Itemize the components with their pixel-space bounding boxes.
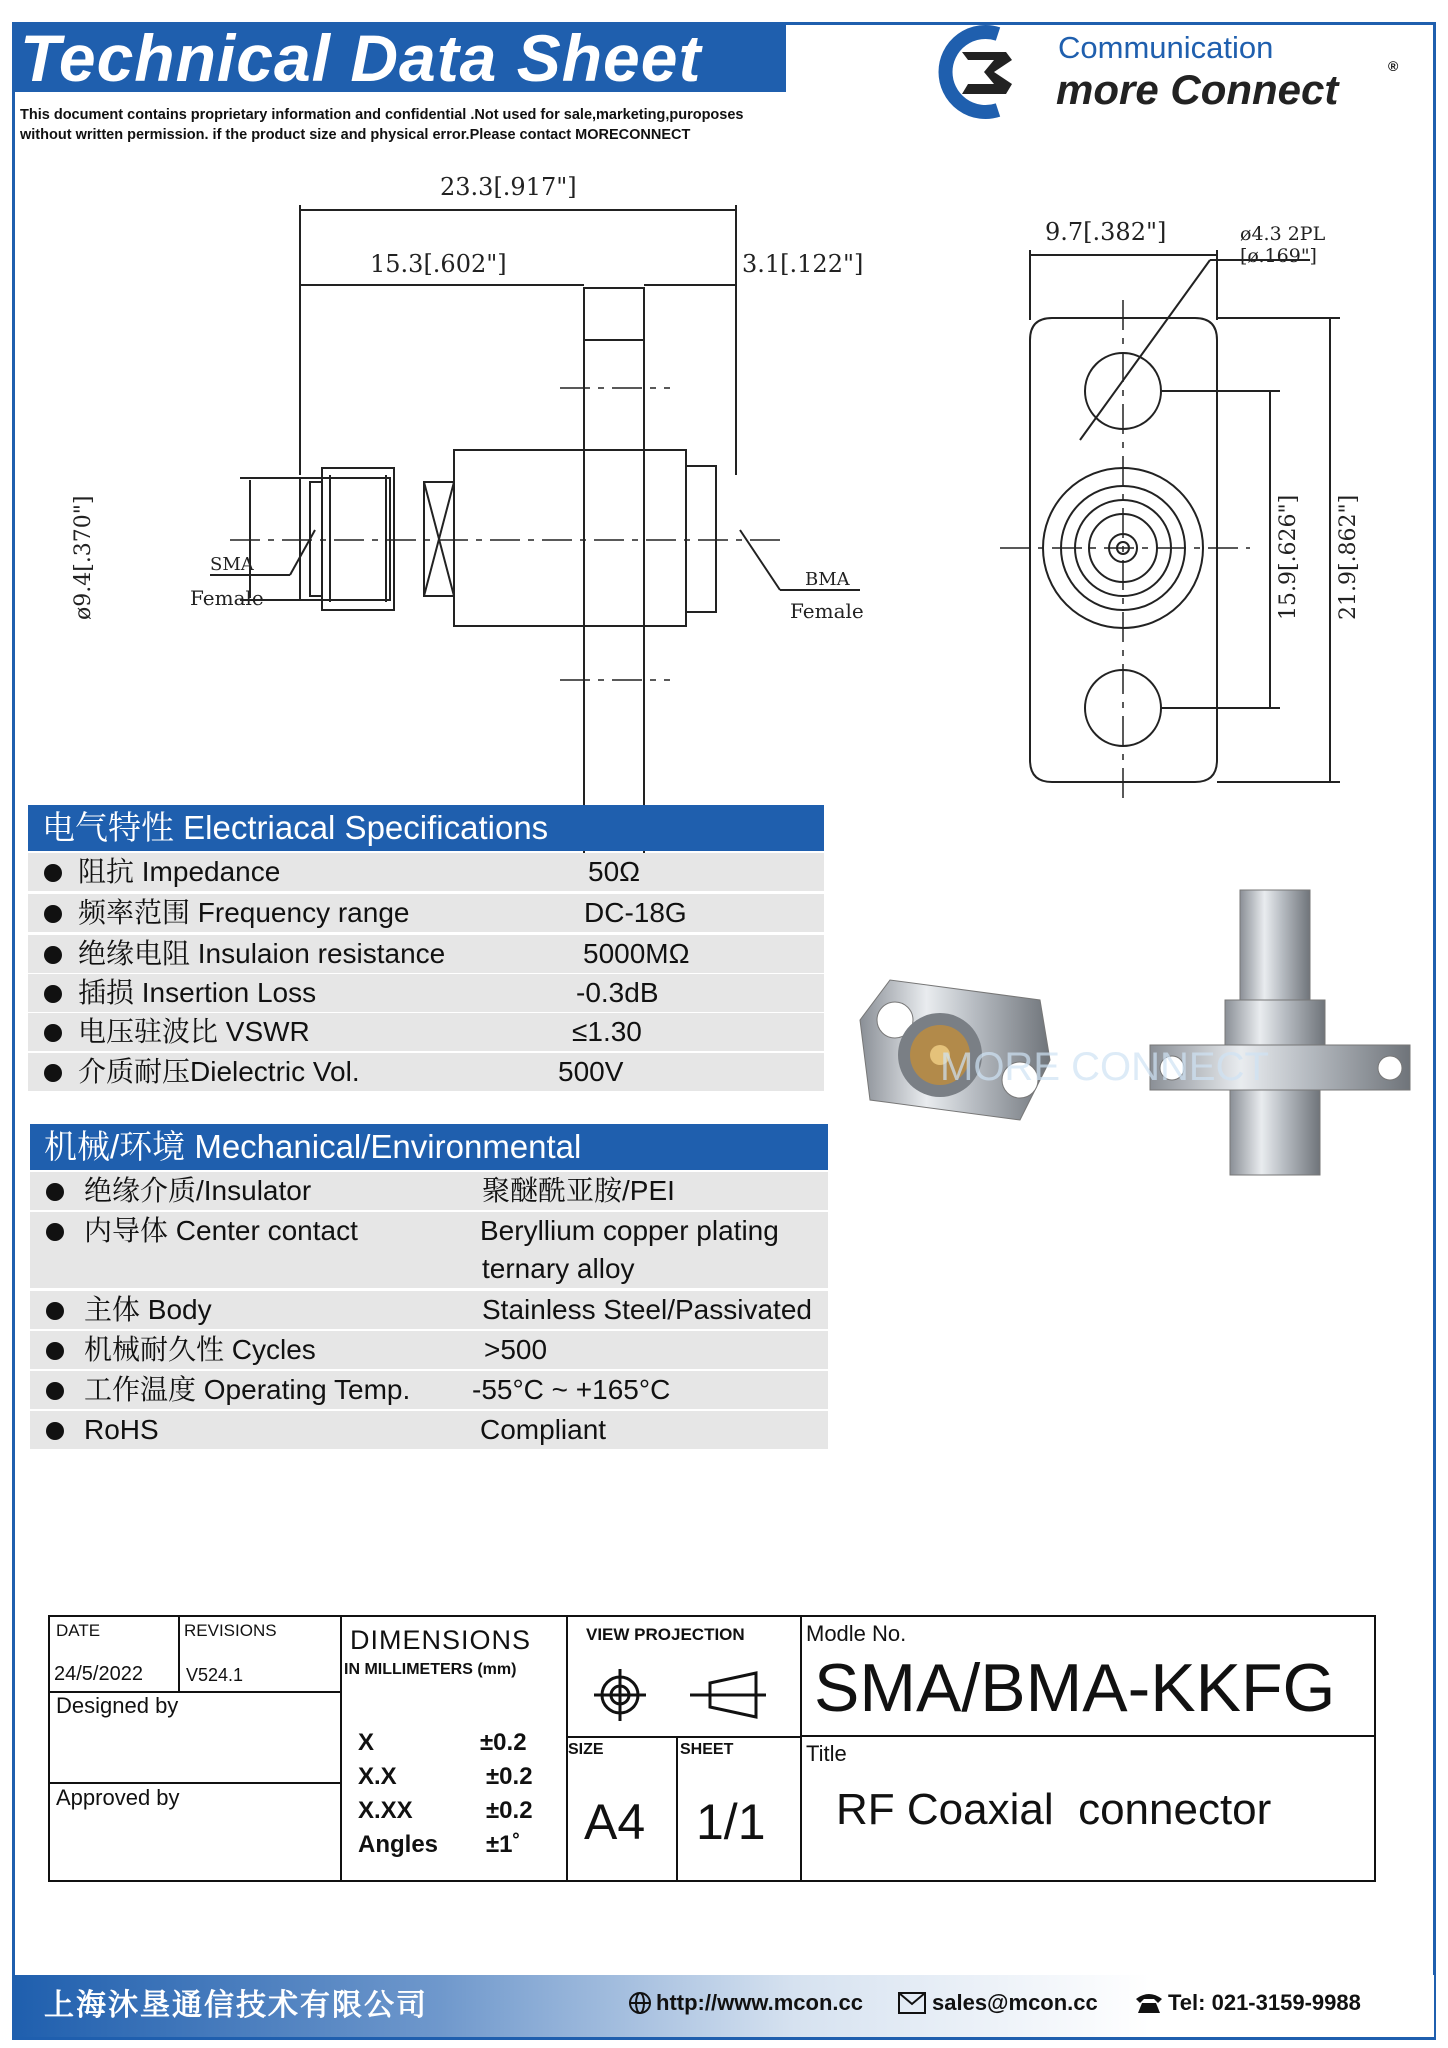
tolerance-key-x: X [358,1729,375,1756]
label-bma-female: Female [790,599,864,623]
disclaimer-line-2: without written permission. if the product size and physical error.Please contact MORECONNECT [20,127,691,143]
photo-watermark: MORE CONNECT [940,1045,1269,1089]
tolerance-key-xxx: X.XX [358,1797,413,1824]
revisions-label: REVISIONS [184,1621,277,1640]
dim-overall-length: 23.3[.917"] [440,173,577,201]
mech-value: Compliant [480,1414,607,1445]
label-bma: BMA [805,569,850,590]
spec-value: 5000MΩ [583,938,690,969]
company-logo-icon [910,28,1030,116]
spec-value: 50Ω [588,856,641,887]
bullet-icon [46,1422,64,1440]
mech-row-body [30,1291,828,1329]
spec-value: ≤1.30 [572,1016,642,1047]
spec-label: 电压驻波比 VSWR [78,1016,310,1047]
spec-row-insertion-loss [28,974,824,1012]
mech-row-cycles [30,1331,828,1369]
bullet-icon [44,864,62,882]
tolerance-value-xxx: ±0.2 [486,1797,533,1824]
disclaimer [20,105,820,145]
dim-hole-spacing: 15.9[.626"] [1276,494,1301,620]
model-label: Modle No. [806,1621,907,1646]
mech-label: 主体 Body [84,1294,212,1325]
phone-icon [1134,1991,1164,2015]
spec-label: 频率范围 Frequency range [78,897,410,928]
spec-label: 绝缘电阻 Insulaion resistance [78,938,446,969]
dim-hole-diameter-inch: [ø.169"] [1240,245,1317,267]
dimensions-unit: IN MILLIMETERS (mm) [344,1661,517,1678]
dimensions-label: DIMENSIONS [350,1625,532,1655]
bullet-icon [46,1342,64,1360]
spec-row-frequency [28,894,824,932]
telephone: Tel: 021-3159-9988 [1168,1990,1361,2015]
spec-row-dielectric [28,1053,824,1091]
registered-mark: ® [1388,58,1399,74]
dim-width: 9.7[.382"] [1045,218,1167,246]
mech-label: 工作温度 Operating Temp. [84,1374,411,1405]
label-sma: SMA [210,554,254,575]
date-value: 24/5/2022 [54,1663,143,1685]
spec-value: 500V [558,1056,624,1087]
bullet-icon [46,1183,64,1201]
spec-row-vswr [28,1013,824,1051]
footer-company-name: 上海沐垦通信技术有限公司 [44,1988,428,2023]
size-value: A4 [584,1794,646,1850]
spec-label: 阻抗 Impedance [78,856,281,887]
bullet-icon [46,1223,64,1241]
email-link[interactable]: sales@mcon.cc [932,1990,1098,2015]
designed-by-label: Designed by [56,1693,179,1718]
globe-icon [628,1991,652,2015]
sheet-label: SHEET [680,1741,734,1758]
dim-height: 21.9[.862"] [1336,494,1361,620]
model-value: SMA/BMA-KKFG [814,1650,1336,1726]
label-sma-female: Female [190,586,264,610]
dim-hole-diameter: ø4.3 2PL [1240,223,1326,245]
mech-value: -55°C ~ +165°C [472,1374,671,1405]
email-icon [898,1992,926,2014]
website-link[interactable]: http://www.mcon.cc [656,1990,863,2015]
mech-label: 内导体 Center contact [84,1215,358,1246]
technical-drawing [71,150,1410,790]
document-title: Technical Data Sheet [20,21,702,95]
bullet-icon [44,946,62,964]
size-label: SIZE [568,1741,604,1758]
title-block [48,1615,1376,1882]
tolerance-value-xx: ±0.2 [486,1763,533,1790]
spec-label: 介质耐压Dielectric Vol. [78,1056,360,1087]
product-photo [850,880,1420,1180]
dim-diameter: ø9.4[.370"] [71,495,96,620]
mech-row-rohs [30,1411,828,1449]
dim-left-length: 15.3[.602"] [370,250,507,278]
tolerance-value-angles: ±1˚ [486,1831,521,1858]
sheet-value: 1/1 [696,1794,766,1850]
bullet-icon [44,1064,62,1082]
mech-row-operating-temp [30,1371,828,1409]
mech-label: RoHS [84,1414,159,1445]
spec-label: 插损 Insertion Loss [78,977,317,1008]
spec-row-impedance [28,853,824,891]
tolerance-key-xx: X.X [358,1763,397,1790]
revisions-value: V524.1 [186,1665,244,1685]
mech-label: 绝缘介质/Insulator [84,1175,312,1206]
logo-subtitle: Communication [1058,30,1274,65]
date-label: DATE [56,1621,101,1640]
tolerance-key-angles: Angles [358,1831,439,1858]
bullet-icon [46,1302,64,1320]
logo-wordmark: more Connect [1056,66,1339,113]
approved-by-label: Approved by [56,1785,180,1810]
mech-value: 聚醚酰亚胺/PEI [482,1175,675,1206]
spec-value: -0.3dB [576,977,659,1008]
tolerance-value-x: ±0.2 [480,1729,527,1756]
title-label: Title [806,1741,847,1766]
bullet-icon [44,985,62,1003]
bullet-icon [44,905,62,923]
mech-value: >500 [484,1334,548,1365]
mechanical-specs-header: 机械/环境 Mechanical/Environmental [30,1124,828,1170]
disclaimer-line-1: This document contains proprietary information and confidential .Not used for sale,marketing,puroposes [20,107,744,123]
mech-row-center-contact [30,1212,828,1288]
projection-symbol-icon [590,1665,770,1725]
mech-value-line-2: ternary alloy [482,1253,635,1284]
mech-label: 机械耐久性 Cycles [84,1334,316,1365]
mech-value: Beryllium copper plating [480,1215,779,1246]
spec-value: DC-18G [584,897,687,928]
title-value: RF Coaxial connector [836,1785,1272,1834]
mech-row-insulator [30,1172,828,1210]
bullet-icon [46,1382,64,1400]
dim-flange-thickness: 3.1[.122"] [742,250,864,278]
bullet-icon [44,1024,62,1042]
electrical-specs-header: 电气特性 Electriacal Specifications [28,805,824,851]
mech-value: Stainless Steel/Passivated [482,1294,812,1325]
view-projection-label: VIEW PROJECTION [586,1625,745,1644]
spec-row-insulation [28,935,824,973]
